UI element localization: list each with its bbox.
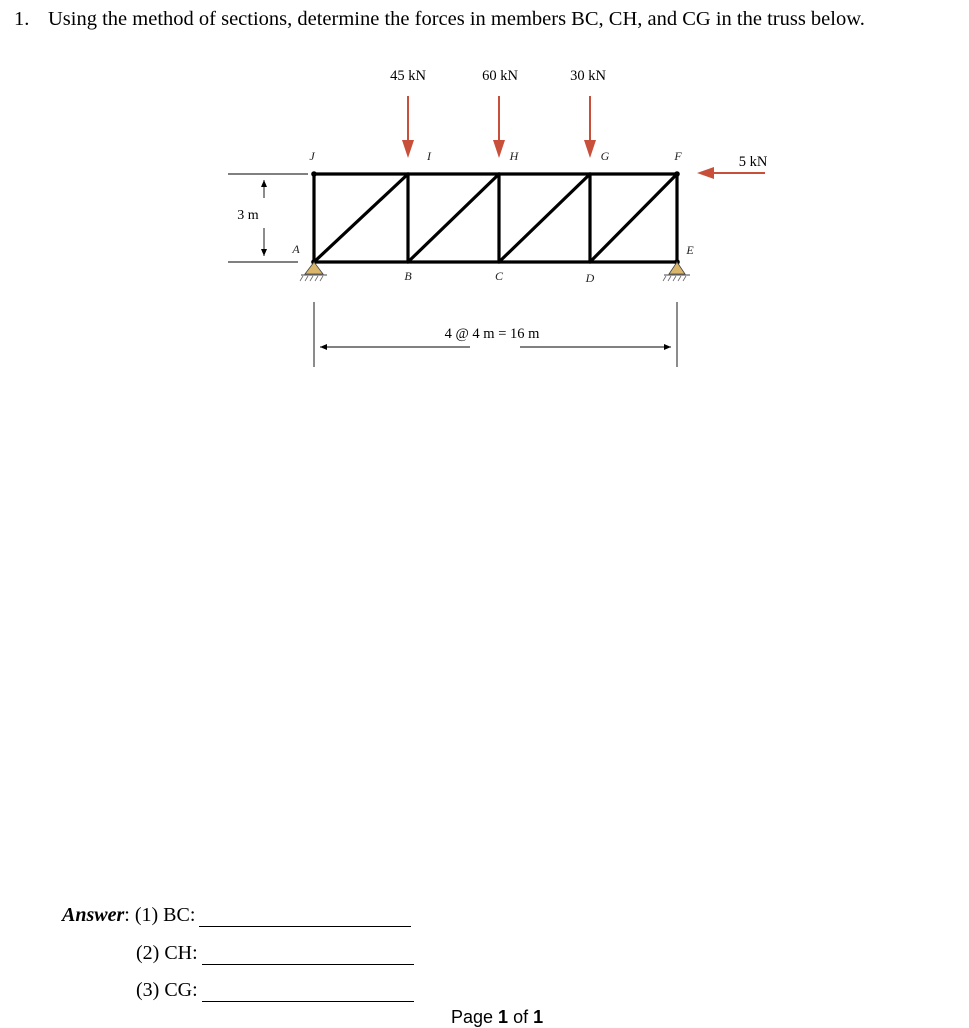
member-ai [314,174,408,262]
answer-row-cg [136,979,414,1002]
joint-f [674,171,680,177]
roller-support-e [663,262,690,281]
load-arrow-g [584,96,596,158]
node-label-j: J [309,149,315,163]
load-label-30kn: 30 kN [570,68,606,84]
answer-label-ch: (2) CH: [136,942,198,964]
question-number: 1. [14,8,30,30]
load-label-5kn: 5 kN [738,154,768,170]
answer-label-cg: (3) CG: [136,979,198,1001]
answer-blank-ch[interactable] [202,946,414,965]
member-bh [408,174,499,262]
load-label-45kn: 45 kN [390,68,426,84]
truss-diagram [0,0,969,400]
load-arrow-h [493,96,505,158]
answer-lead-colon: : [124,904,130,926]
node-label-f: F [674,149,682,163]
footer-middle: of [508,1007,534,1027]
answer-row-ch [136,942,414,965]
page-footer [451,1007,543,1028]
truss-members [314,174,677,262]
height-label: 3 m [237,208,259,223]
node-label-c: C [494,269,504,283]
joint-j [311,171,317,177]
answer-lead: Answer [62,904,125,926]
node-label-b: B [404,269,412,283]
node-label-i: I [427,149,431,163]
node-label-g: G [600,149,610,163]
answer-blank-cg[interactable] [202,983,414,1002]
answer-row-bc [62,904,411,927]
question-body: Using the method of sections, determine the forces in members BC, CH, and CG in the truss below. [48,8,865,30]
span-label: 4 @ 4 m = 16 m [444,326,540,342]
answer-label-bc: (1) BC: [134,904,196,926]
load-label-60kn: 60 kN [482,68,518,84]
load-arrow-i [402,96,414,158]
footer-page-number: 1 [498,1007,509,1027]
node-label-d: D [585,271,595,285]
footer-prefix: Page [451,1007,499,1027]
answer-blank-bc[interactable] [199,908,411,927]
node-label-a: A [292,242,300,256]
member-df [590,174,677,262]
node-label-e: E [686,243,694,257]
node-label-h: H [509,149,519,163]
load-arrows [402,96,765,179]
joints [311,171,680,265]
pin-support-a [300,262,327,281]
footer-page-total: 1 [533,1007,544,1027]
member-cg [499,174,590,262]
